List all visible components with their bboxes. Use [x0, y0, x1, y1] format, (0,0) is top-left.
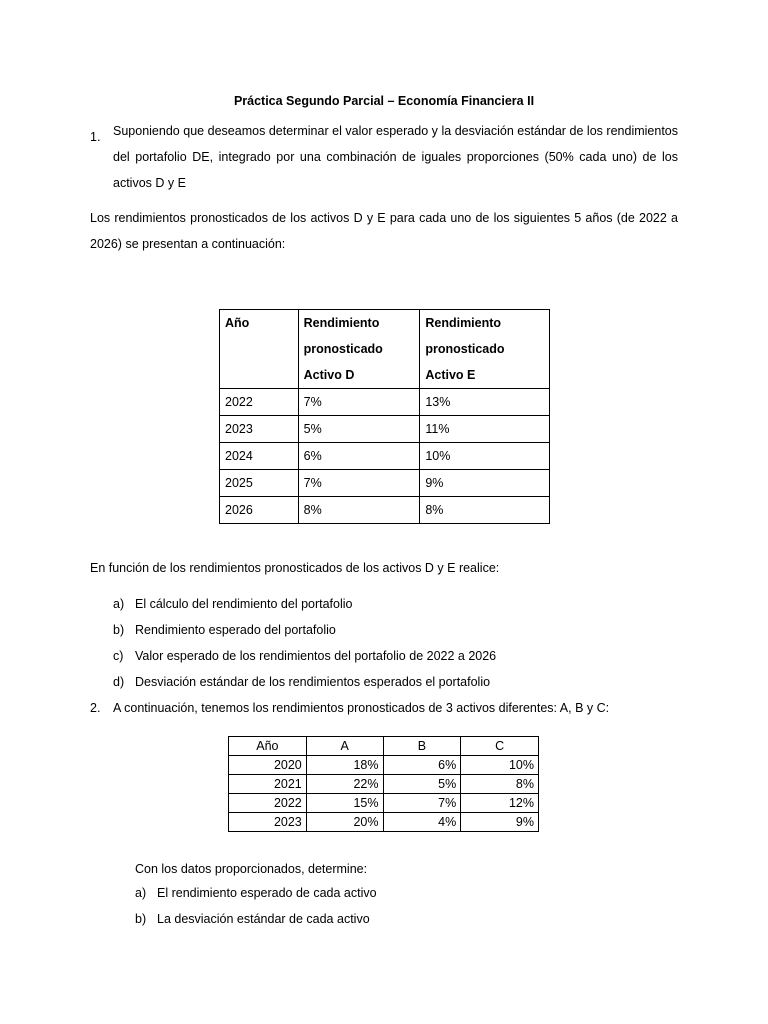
- table-header-cell: B: [383, 737, 461, 756]
- table-cell: 2025: [220, 470, 299, 497]
- list-item: [113, 591, 496, 617]
- table-cell: 10%: [461, 756, 539, 775]
- table-row: [220, 416, 550, 443]
- question-2-number: 2.: [90, 701, 101, 715]
- table-cell: 2023: [229, 813, 307, 832]
- table-header-row: [220, 310, 550, 389]
- table-cell: 8%: [461, 775, 539, 794]
- table-header-cell: Rendimiento pronosticado Activo D: [298, 310, 420, 389]
- table-row: [229, 756, 539, 775]
- table-cell: 13%: [420, 389, 550, 416]
- table-cell: 4%: [383, 813, 461, 832]
- assets-d-e-table: [219, 309, 550, 524]
- table-row: [229, 813, 539, 832]
- table-header-row: [229, 737, 539, 756]
- table-header-cell: A: [306, 737, 383, 756]
- table-cell: 8%: [298, 497, 420, 524]
- table-cell: 2022: [229, 794, 307, 813]
- table-cell: 2026: [220, 497, 299, 524]
- list-item-letter: c): [113, 649, 124, 663]
- list-item: [113, 669, 496, 695]
- table-cell: 7%: [298, 470, 420, 497]
- table-cell: 20%: [306, 813, 383, 832]
- list-item: [113, 617, 496, 643]
- table-cell: 9%: [461, 813, 539, 832]
- question-1-text: Suponiendo que deseamos determinar el valor esperado y la desviación estándar de los rendimientos del portafolio DE, integrado por una combinación de iguales proporciones (50% cada uno) de los activos D y E: [113, 124, 678, 190]
- table-row: [220, 470, 550, 497]
- list-item-text: Valor esperado de los rendimientos del portafolio de 2022 a 2026: [135, 649, 497, 663]
- table-row: [220, 443, 550, 470]
- table-cell: 2022: [220, 389, 299, 416]
- question-1-intro: Los rendimientos pronosticados de los activos D y E para cada uno de los siguientes 5 años (de 2022 a 2026) se presentan a continuación:: [90, 211, 678, 251]
- assets-a-b-c-table: [228, 736, 539, 832]
- table-cell: 5%: [383, 775, 461, 794]
- list-item-text: La desviación estándar de cada activo: [157, 912, 370, 926]
- list-item: [113, 643, 496, 669]
- question-2-text: A continuación, tenemos los rendimientos pronosticados de 3 activos diferentes: A, B y C:: [113, 701, 610, 715]
- table-cell: 18%: [306, 756, 383, 775]
- table-cell: 2023: [220, 416, 299, 443]
- table-cell: 2020: [229, 756, 307, 775]
- list-item: [135, 906, 377, 932]
- question-2-items: [135, 880, 377, 932]
- table-cell: 6%: [383, 756, 461, 775]
- list-item: [135, 880, 377, 906]
- question-2-instruction: Con los datos proporcionados, determine:: [135, 862, 368, 876]
- table-row: [220, 497, 550, 524]
- list-item-letter: b): [135, 912, 147, 926]
- table-cell: 5%: [298, 416, 420, 443]
- list-item-letter: a): [135, 886, 147, 900]
- table-cell: 22%: [306, 775, 383, 794]
- table-header-cell: C: [461, 737, 539, 756]
- table-cell: 12%: [461, 794, 539, 813]
- list-item-text: Desviación estándar de los rendimientos esperados el portafolio: [135, 675, 491, 689]
- question-1-items: [113, 591, 496, 695]
- list-item-text: Rendimiento esperado del portafolio: [135, 623, 336, 637]
- page-title: Práctica Segundo Parcial – Economía Financiera II: [233, 94, 535, 108]
- question-1-instruction: En función de los rendimientos pronosticados de los activos D y E realice:: [90, 561, 500, 575]
- list-item-text: El rendimiento esperado de cada activo: [157, 886, 377, 900]
- table-cell: 11%: [420, 416, 550, 443]
- table-cell: 15%: [306, 794, 383, 813]
- table-cell: 7%: [383, 794, 461, 813]
- table-row: [229, 794, 539, 813]
- list-item-letter: a): [113, 597, 125, 611]
- list-item-text: El cálculo del rendimiento del portafolio: [135, 597, 353, 611]
- table-cell: 2021: [229, 775, 307, 794]
- question-1-number: 1.: [90, 130, 101, 144]
- table-cell: 9%: [420, 470, 550, 497]
- table-cell: 10%: [420, 443, 550, 470]
- list-item-letter: b): [113, 623, 125, 637]
- table-header-cell: Año: [220, 310, 299, 389]
- table-row: [229, 775, 539, 794]
- table-cell: 6%: [298, 443, 420, 470]
- table-cell: 7%: [298, 389, 420, 416]
- list-item-letter: d): [113, 675, 125, 689]
- table-cell: 8%: [420, 497, 550, 524]
- table-row: [220, 389, 550, 416]
- table-cell: 2024: [220, 443, 299, 470]
- table-header-cell: Rendimiento pronosticado Activo E: [420, 310, 550, 389]
- table-header-cell: Año: [229, 737, 307, 756]
